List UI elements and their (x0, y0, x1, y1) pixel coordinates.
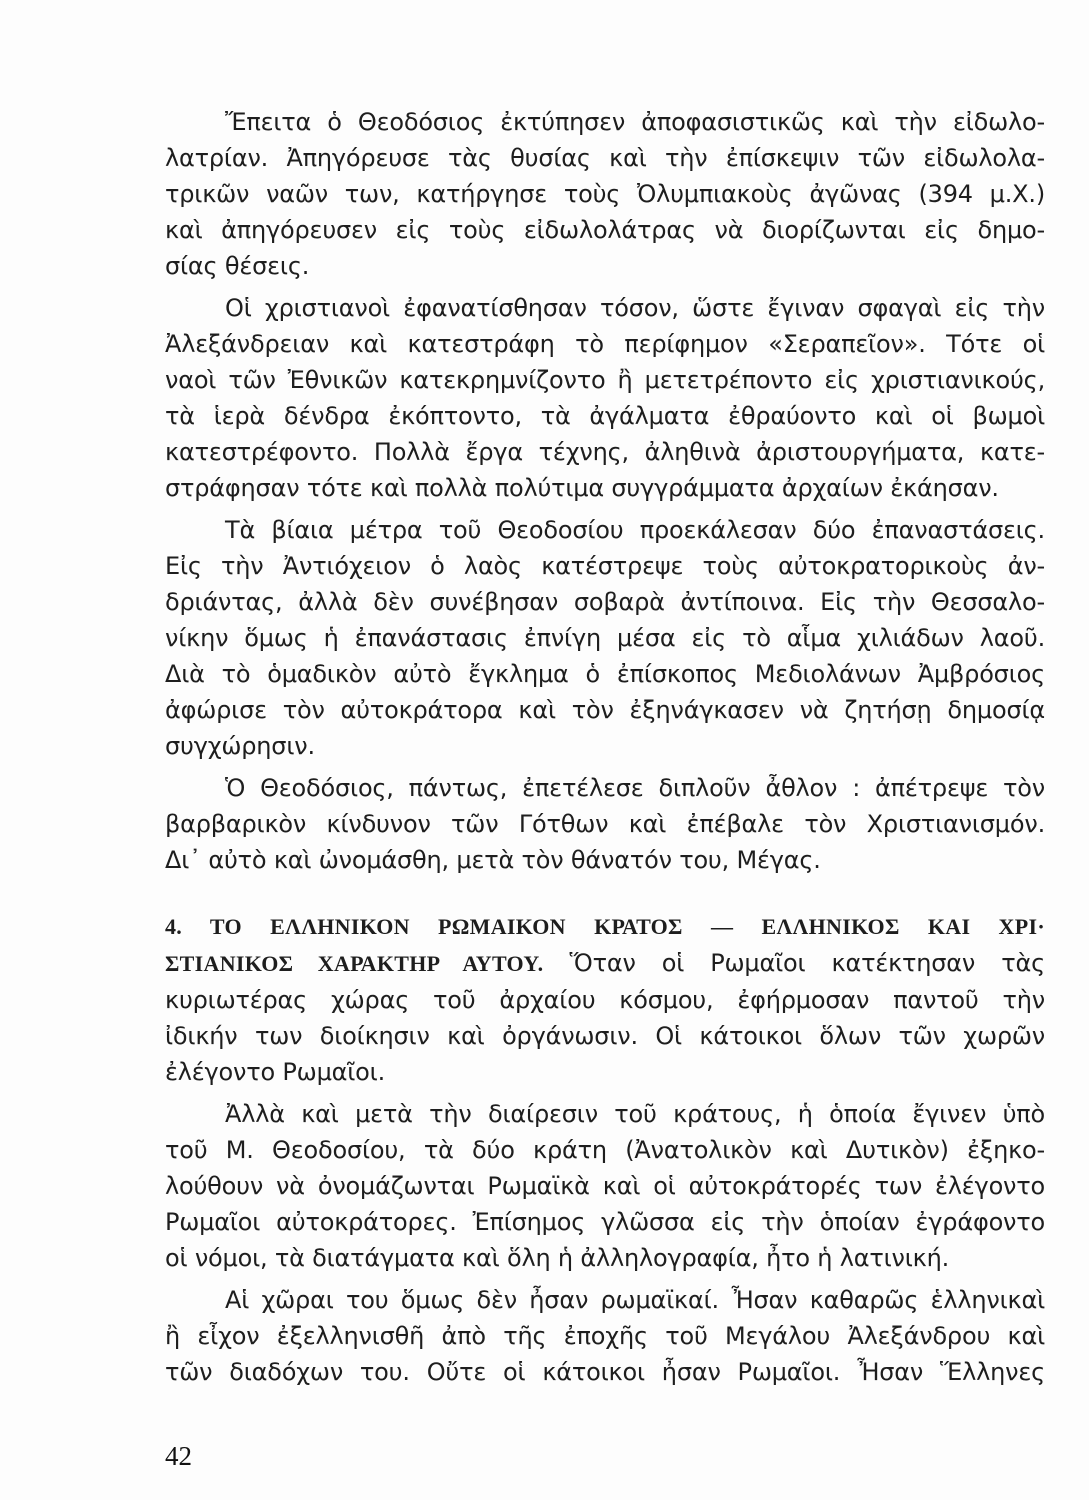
text-line: συγχώρησιν. (165, 732, 315, 760)
text-line: στράφησαν τότε καὶ πολλὰ πολύτιμα συγγράμματα ἀρχαίων ἐκάησαν. (165, 474, 999, 502)
text-line: κυριωτέρας χώρας τοῦ ἀρχαίου κόσμου, ἐφήρμοσαν παντοῦ τὴν (165, 986, 1045, 1014)
section-heading-line (165, 945, 1045, 982)
text-line: σίας θέσεις. (165, 252, 310, 280)
section-4 (165, 908, 1045, 1090)
text-line: βαρβαρικὸν κίνδυνον τῶν Γότθων καὶ ἐπέβαλε τὸν Χριστιανισμόν. (165, 810, 1045, 838)
section-heading: 4. ΤΟ ΕΛΛΗΝΙΚΟΝ ΡΩΜΑΙΚΟΝ ΚΡΑΤΟΣ — ΕΛΛΗΝΙΚΟΣ ΚΑΙ ΧΡΙ· (165, 914, 1045, 939)
text-line: Ἔπειτα ὁ Θεοδόσιος ἐκτύπησεν ἀποφασιστικῶς καὶ τὴν εἰδωλο- (225, 108, 1045, 136)
paragraph (165, 290, 1045, 506)
text-line: νίκην ὅμως ἡ ἐπανάστασις ἐπνίγη μέσα εἰς τὸ αἷμα χιλιάδων λαοῦ. (165, 624, 1045, 652)
text-line: ναοὶ τῶν Ἐθνικῶν κατεκρημνίζοντο ἢ μετετρέποντο εἰς χριστιανικούς, (165, 366, 1045, 394)
text-line: καὶ ἀπηγόρευσεν εἰς τοὺς εἰδωλολάτρας νὰ διορίζωνται εἰς δημο- (165, 216, 1045, 244)
text-line: ἰδικήν των διοίκησιν καὶ ὀργάνωσιν. Οἱ κάτοικοι ὅλων τῶν χωρῶν (165, 1022, 1045, 1050)
text-line: Διὰ τὸ ὁμαδικὸν αὐτὸ ἔγκλημα ὁ ἐπίσκοπος Μεδιολάνων Ἀμβρόσιος (165, 660, 1045, 688)
text-line: δριάντας, ἀλλὰ δὲν συνέβησαν σοβαρὰ ἀντίποινα. Εἰς τὴν Θεσσαλο- (165, 588, 1045, 616)
text-line: Ὁ Θεοδόσιος, πάντως, ἐπετέλεσε διπλοῦν ἆθλον : ἀπέτρεψε τὸν (225, 774, 1045, 802)
section-heading-line (165, 908, 1045, 945)
text-line: Εἰς τὴν Ἀντιόχειον ὁ λαὸς κατέστρεψε τοὺς αὐτοκρατορικοὺς ἀν- (165, 552, 1045, 580)
text-line: λατρίαν. Ἀπηγόρευσε τὰς θυσίας καὶ τὴν ἐπίσκεψιν τῶν εἰδωλολα- (165, 144, 1045, 172)
text-line: Ἀλεξάνδρειαν καὶ κατεστράφη τὸ περίφημον «Σεραπεῖον». Τότε οἱ (165, 330, 1045, 358)
text-line: ἢ εἶχον ἐξελληνισθῆ ἀπὸ τῆς ἐποχῆς τοῦ Μεγάλου Ἀλεξάνδρου καὶ (165, 1322, 1045, 1350)
text-line: τῶν διαδόχων του. Οὔτε οἱ κάτοικοι ἦσαν Ρωμαῖοι. Ἦσαν Ἕλληνες (165, 1358, 1045, 1386)
text-line: λούθουν νὰ ὀνομάζωνται Ρωμαϊκὰ καὶ οἱ αὐτοκράτορές των ἐλέγοντο (165, 1172, 1045, 1200)
text-line: Οἱ χριστιανοὶ ἐφανατίσθησαν τόσον, ὥστε ἔγιναν σφαγαὶ εἰς τὴν (225, 294, 1045, 322)
paragraph (165, 1282, 1045, 1390)
paragraph (165, 104, 1045, 284)
text-line: Ὅταν οἱ Ρωμαῖοι κατέκτησαν τὰς (569, 949, 1045, 977)
page-number: 42 (165, 1441, 192, 1471)
section-heading: ΣΤΙΑΝΙΚΟΣ ΧΑΡΑΚΤΗΡ ΑΥΤΟΥ. (165, 951, 544, 976)
text-line: Δι᾽ αὐτὸ καὶ ὠνομάσθη, μετὰ τὸν θάνατόν του, Μέγας. (165, 846, 821, 874)
text-line: ἐλέγοντο Ρωμαῖοι. (165, 1058, 386, 1086)
text-block-lower (165, 1096, 1045, 1390)
text-line: τὰ ἱερὰ δένδρα ἐκόπτοντο, τὰ ἀγάλματα ἐθραύοντο καὶ οἱ βωμοὶ (165, 402, 1045, 430)
text-line: Αἱ χῶραι του ὅμως δὲν ἦσαν ρωμαϊκαί. Ἦσαν καθαρῶς ἑλληνικαὶ (225, 1286, 1045, 1314)
text-line: ἀφώρισε τὸν αὐτοκράτορα καὶ τὸν ἐξηνάγκασεν νὰ ζητήσῃ δημοσίᾳ (165, 696, 1045, 724)
text-line: Τὰ βίαια μέτρα τοῦ Θεοδοσίου προεκάλεσαν δύο ἐπαναστάσεις. (225, 516, 1045, 544)
text-block-upper (165, 104, 1045, 878)
paragraph (165, 1096, 1045, 1276)
paragraph (165, 770, 1045, 878)
text-line: τρικῶν ναῶν των, κατήργησε τοὺς Ὀλυμπιακοὺς ἀγῶνας (394 μ.Χ.) (165, 180, 1045, 208)
text-line: κατεστρέφοντο. Πολλὰ ἔργα τέχνης, ἀληθινὰ ἀριστουργήματα, κατε- (165, 438, 1045, 466)
text-line: οἱ νόμοι, τὰ διατάγματα καὶ ὅλη ἡ ἀλληλογραφία, ἦτο ἡ λατινική. (165, 1244, 950, 1272)
paragraph (165, 512, 1045, 764)
text-line: Ἀλλὰ καὶ μετὰ τὴν διαίρεσιν τοῦ κράτους, ἡ ὁποία ἔγινεν ὑπὸ (225, 1100, 1045, 1128)
text-line: Ρωμαῖοι αὐτοκράτορες. Ἐπίσημος γλῶσσα εἰς τὴν ὁποίαν ἐγράφοντο (165, 1208, 1045, 1236)
text-line: τοῦ Μ. Θεοδοσίου, τὰ δύο κράτη (Ἀνατολικὸν καὶ Δυτικὸν) ἐξηκο- (165, 1136, 1045, 1164)
page-body (165, 104, 1045, 1390)
